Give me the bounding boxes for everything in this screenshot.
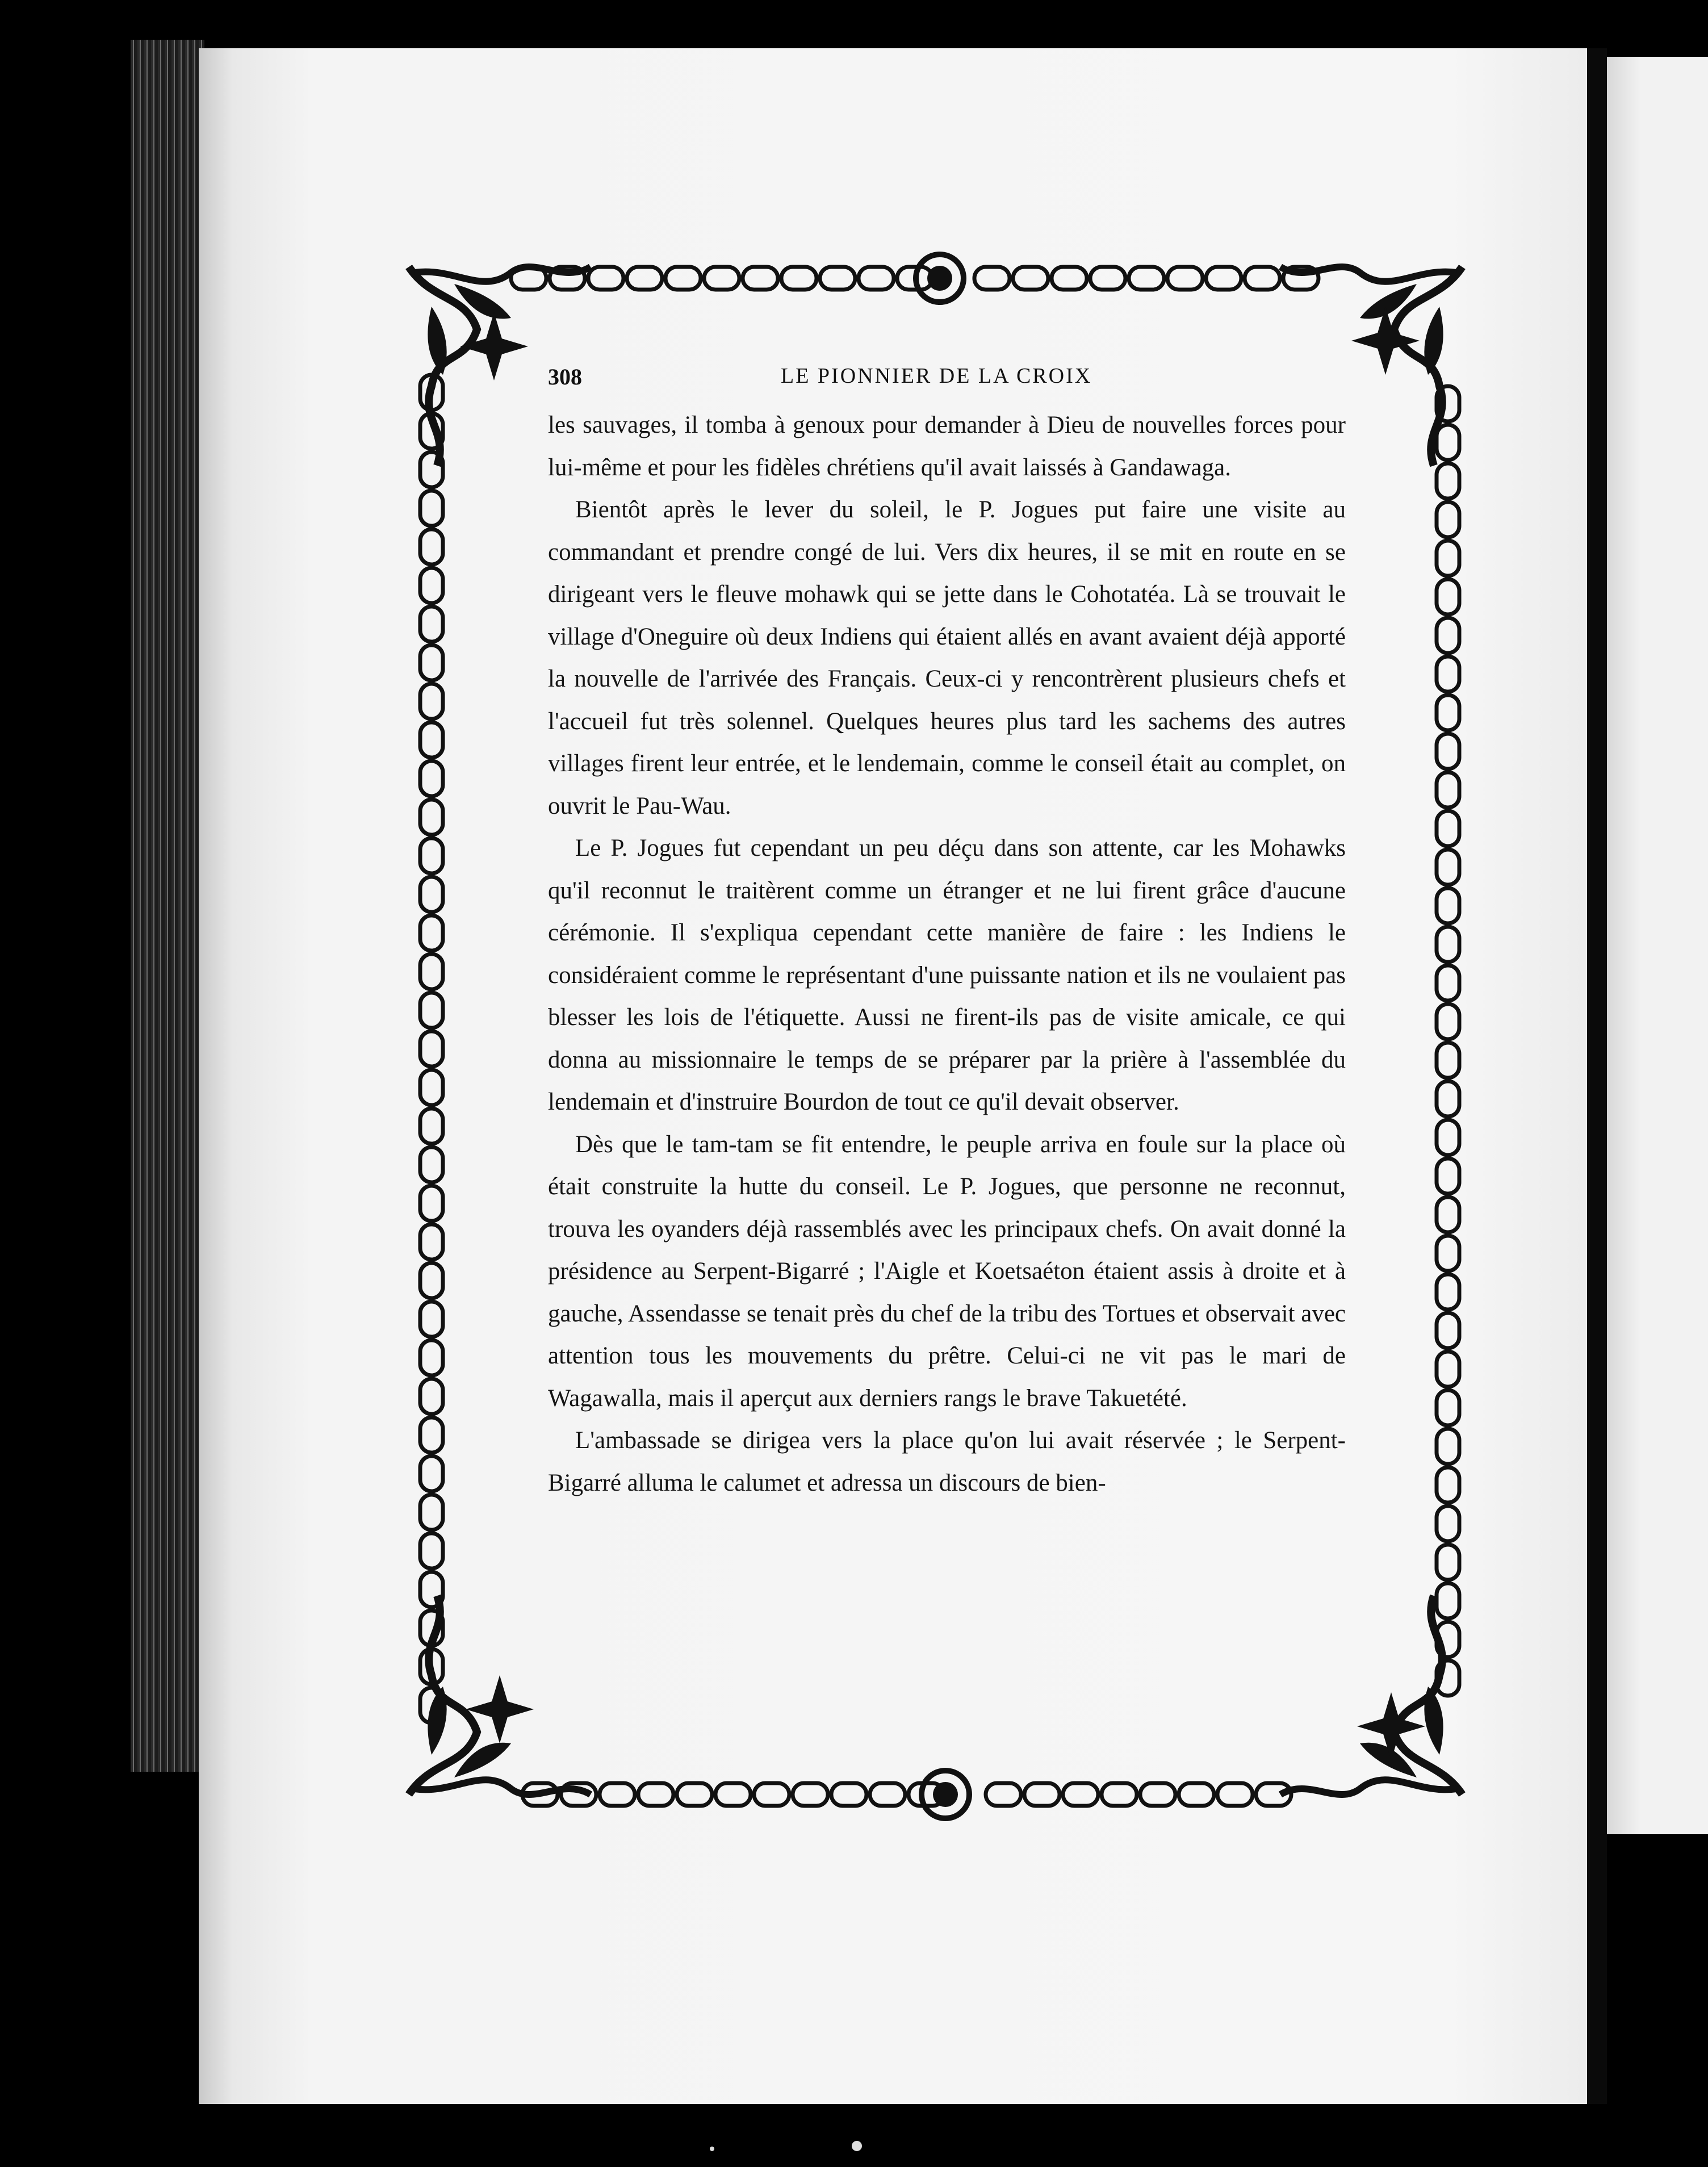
chain-link xyxy=(627,267,662,290)
chain-link xyxy=(420,838,443,873)
corner-ornament-bottom-right xyxy=(1280,1596,1462,1794)
chain-link xyxy=(1437,656,1459,692)
chain-link xyxy=(420,1147,443,1182)
chain-link xyxy=(781,267,817,290)
chain-link xyxy=(754,1783,789,1806)
chain-link xyxy=(420,568,443,603)
chain-link xyxy=(704,267,739,290)
scan-speck xyxy=(852,2141,862,2151)
paragraph: Dès que le tam-tam se fit entendre, le peuple arriva en foule sur la place où était construite la hutte du conseil. Le P. Jogues, que personne ne reconnut, trouva les oyanders déjà rassemblés avec les principaux chefs. On avait donné la présidence au Serpent-Bigarré ; l'Aigle et Koetsaéton étaient assis à droite et à gauche, Assendasse se tenait près du chef de la tribu des Tortues et observait avec attention tous les mouvements du prêtre. Celui-ci ne vit pas le mari de Wagawalla, mais il aperçut aux derniers rangs le brave Takuetété. xyxy=(548,1131,1346,1412)
chain-link xyxy=(1437,1120,1459,1155)
chain-link xyxy=(588,267,623,290)
chain-link xyxy=(665,267,701,290)
chain-link xyxy=(677,1783,712,1806)
chain-link xyxy=(1090,267,1125,290)
chain-link xyxy=(715,1783,751,1806)
chain-link xyxy=(1013,267,1048,290)
chain-link xyxy=(420,684,443,719)
chain-link xyxy=(1437,1506,1459,1541)
paragraph-continued: les sauvages, il tomba à genoux pour demander à Dieu de nouvelles forces pour lui-même et pour les fidèles chrétiens qu'il avait laissés à Gandawaga. xyxy=(548,412,1346,481)
chain-link xyxy=(420,1070,443,1105)
chain-link xyxy=(420,1108,443,1144)
chain-link xyxy=(420,761,443,796)
chain-link xyxy=(986,1783,1021,1806)
chain-link xyxy=(420,529,443,564)
chain-link xyxy=(600,1783,635,1806)
chain-link xyxy=(1437,1467,1459,1503)
page-number: 308 xyxy=(548,364,582,390)
chain-link xyxy=(1437,579,1459,614)
chain-link xyxy=(1437,1197,1459,1232)
chain-link xyxy=(420,800,443,835)
chain-link xyxy=(1437,1158,1459,1194)
chain-link xyxy=(420,993,443,1028)
chain-link xyxy=(1437,1236,1459,1271)
chain-link xyxy=(420,1456,443,1491)
chain-link xyxy=(420,606,443,642)
chain-link xyxy=(638,1783,673,1806)
chain-link xyxy=(870,1783,905,1806)
chain-link xyxy=(1437,734,1459,769)
chain-link xyxy=(1206,267,1241,290)
chain-link xyxy=(420,1417,443,1453)
chain-link xyxy=(1437,927,1459,962)
chain-link xyxy=(1437,1352,1459,1387)
chain-link xyxy=(743,267,778,290)
chain-link xyxy=(1437,1043,1459,1078)
chain-link xyxy=(420,645,443,680)
chain-link xyxy=(420,491,443,526)
chain-link xyxy=(831,1783,866,1806)
chain-link xyxy=(1437,772,1459,808)
chain-link xyxy=(1437,541,1459,576)
running-title: LE PIONNIER DE LA CROIX xyxy=(781,364,1092,388)
chain-link xyxy=(420,1495,443,1530)
paragraph: L'ambassade se dirigea vers la place qu'on lui avait réservée ; le Serpent-Bigarré alluma le calumet et adressa un discours de bien- xyxy=(548,1427,1346,1496)
chain-link xyxy=(1437,502,1459,537)
chain-link xyxy=(1245,267,1280,290)
chain-link xyxy=(1437,618,1459,653)
chain-link xyxy=(420,954,443,989)
chain-link xyxy=(1437,1313,1459,1348)
chain-link xyxy=(1437,1429,1459,1464)
paragraph: Bientôt après le lever du soleil, le P. Jogues put faire une visite au commandant et prendre congé de lui. Vers dix heures, il se mit en route en se dirigeant vers le fleuve mohawk qui se jette dans le Cohotatéa. Là se trouvait le village d'Oneguire où deux Indiens qui étaient allés en avant avaient déjà apporté la nouvelle de l'arrivée des Français. Ceux-ci y rencontrèrent plusieurs chefs et l'accueil fut très solennel. Quelques heures plus tard les sachems des autres villages firent leur entrée, et le lendemain, comme le conseil était au complet, on ouvrit le Pau-Wau. xyxy=(548,496,1346,819)
chain-link xyxy=(1437,425,1459,460)
chain-link xyxy=(1437,811,1459,846)
scan-speck xyxy=(710,2147,714,2151)
chain-link xyxy=(1179,1783,1214,1806)
center-medallion-top xyxy=(916,254,964,302)
chain-link xyxy=(420,1263,443,1298)
chain-link xyxy=(1129,267,1164,290)
chain-link xyxy=(820,267,855,290)
chain-link xyxy=(420,877,443,912)
body-text xyxy=(548,404,1346,1504)
chain-link xyxy=(420,1224,443,1260)
chain-link xyxy=(1024,1783,1060,1806)
chain-link xyxy=(1437,1274,1459,1310)
chain-link xyxy=(420,1302,443,1337)
chain-link xyxy=(420,1379,443,1414)
chain-link xyxy=(1437,1004,1459,1039)
chain-link xyxy=(1437,1583,1459,1618)
chain-link xyxy=(420,915,443,951)
chain-link xyxy=(1437,1545,1459,1580)
chain-link xyxy=(420,1533,443,1568)
chain-link xyxy=(1437,463,1459,499)
chain-link xyxy=(1217,1783,1253,1806)
chain-link xyxy=(1437,1390,1459,1425)
chain-link xyxy=(1437,695,1459,730)
chain-link xyxy=(1437,965,1459,1001)
chain-link xyxy=(1167,267,1203,290)
corner-ornament-bottom-left xyxy=(409,1596,591,1794)
chain-link xyxy=(420,1340,443,1375)
chain-link xyxy=(420,1031,443,1066)
chain-link xyxy=(859,267,894,290)
chain-link xyxy=(1140,1783,1175,1806)
chain-link xyxy=(1052,267,1087,290)
chain-link xyxy=(1437,888,1459,923)
chain-link xyxy=(974,267,1010,290)
chain-link xyxy=(1063,1783,1098,1806)
paragraph: Le P. Jogues fut cependant un peu déçu dans son attente, car les Mohawks qu'il reconnut le traitèrent comme un étranger et ne lui firent grâce d'aucune cérémonie. Il s'expliqua cependant cette manière de faire : les Indiens le considéraient comme le représentant d'une puissante nation et ils ne voulaient pas blesser les lois de l'étiquette. Aussi ne firent-ils pas de visite amicale, ce qui donna au missionnaire le temps de se préparer par la prière à l'assemblée du lendemain et d'instruire Bourdon de tout ce qu'il devait observer. xyxy=(548,835,1346,1115)
chain-link xyxy=(420,1186,443,1221)
chain-link xyxy=(420,722,443,758)
chain-link xyxy=(793,1783,828,1806)
chain-link xyxy=(1102,1783,1137,1806)
chain-link xyxy=(1437,850,1459,885)
center-medallion-bottom xyxy=(922,1771,969,1818)
chain-link xyxy=(1437,1081,1459,1116)
running-head xyxy=(548,363,1346,398)
